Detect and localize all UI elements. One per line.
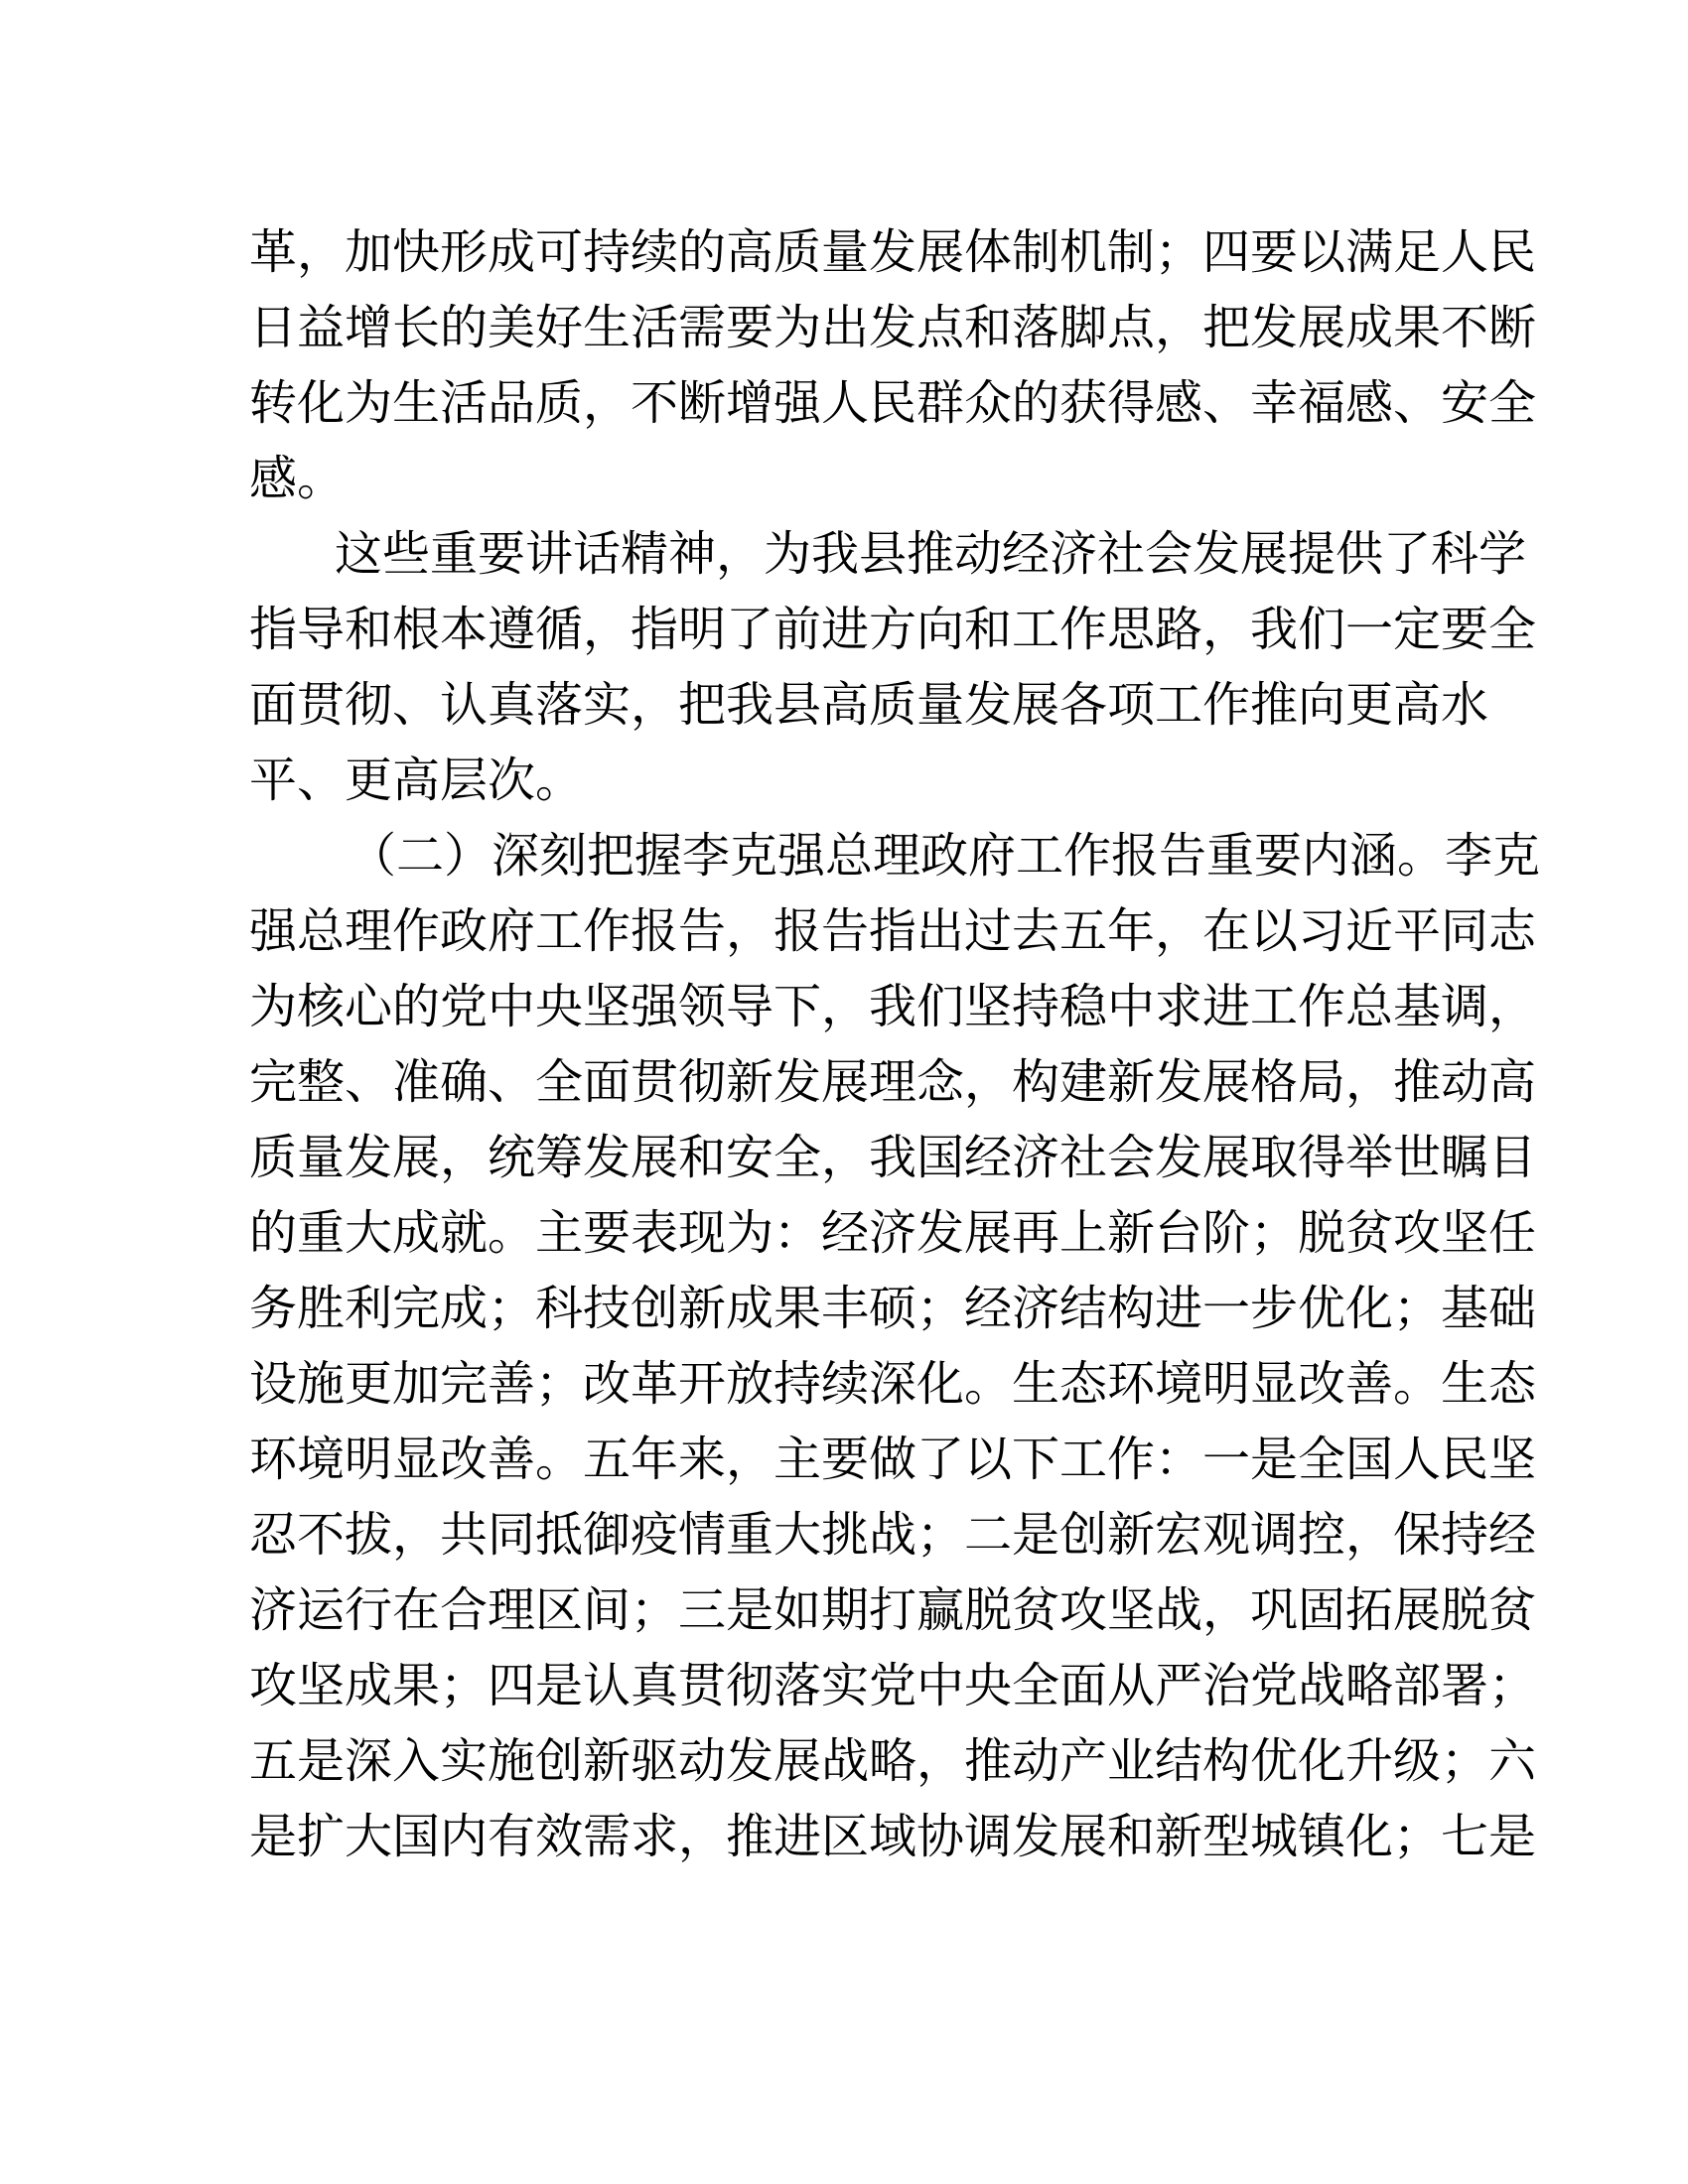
text-line: 平、更高层次。 [249,752,584,808]
text-line: 指导和根本遵循，指明了前进方向和工作思路，我们一定要全 [249,602,1537,657]
text-line: 为核心的党中央坚强领导下，我们坚持稳中求进工作总基调， [249,979,1537,1034]
text-line: 忍不拔，共同抵御疫情重大挑战；二是创新宏观调控，保持经 [249,1507,1537,1563]
text-line: 攻坚成果；四是认真贯彻落实党中央全面从严治党战略部署； [249,1658,1537,1713]
text-line: 质量发展，统筹发展和安全，我国经济社会发展取得举世瞩目 [249,1130,1537,1185]
body-text [249,214,1541,1874]
text-line: 环境明显改善。五年来，主要做了以下工作：一是全国人民坚 [249,1432,1537,1487]
text-line: 济运行在合理区间；三是如期打赢脱贫攻坚战，巩固拓展脱贫 [249,1582,1537,1638]
text-line: 强总理作政府工作报告，报告指出过去五年，在以习近平同志 [249,903,1537,959]
text-line: 面贯彻、认真落实，把我县高质量发展各项工作推向更高水 [249,677,1489,733]
text-line: 日益增长的美好生活需要为出发点和落脚点，把发展成果不断 [249,300,1537,355]
text-line: 的重大成就。主要表现为：经济发展再上新台阶；脱贫攻坚任 [249,1205,1537,1261]
text-line: 这些重要讲话精神，为我县推动经济社会发展提供了科学 [335,526,1527,582]
text-line: 是扩大国内有效需求，推进区域协调发展和新型城镇化；七是 [249,1809,1537,1864]
text-line: 务胜利完成；科技创新成果丰硕；经济结构进一步优化；基础 [249,1281,1537,1336]
text-line: 革，加快形成可持续的高质量发展体制机制；四要以满足人民 [249,224,1537,280]
text-line: 感。 [249,451,346,506]
section-heading-line: （二）深刻把握李克强总理政府工作报告重要内涵。李克 [349,828,1541,884]
text-line: 完整、准确、全面贯彻新发展理念，构建新发展格局，推动高 [249,1054,1537,1110]
text-line: 设施更加完善；改革开放持续深化。生态环境明显改善。生态 [249,1356,1537,1412]
text-line: 五是深入实施创新驱动发展战略，推动产业结构优化升级；六 [249,1733,1537,1789]
text-line: 转化为生活品质，不断增强人民群众的获得感、幸福感、安全 [249,375,1537,431]
